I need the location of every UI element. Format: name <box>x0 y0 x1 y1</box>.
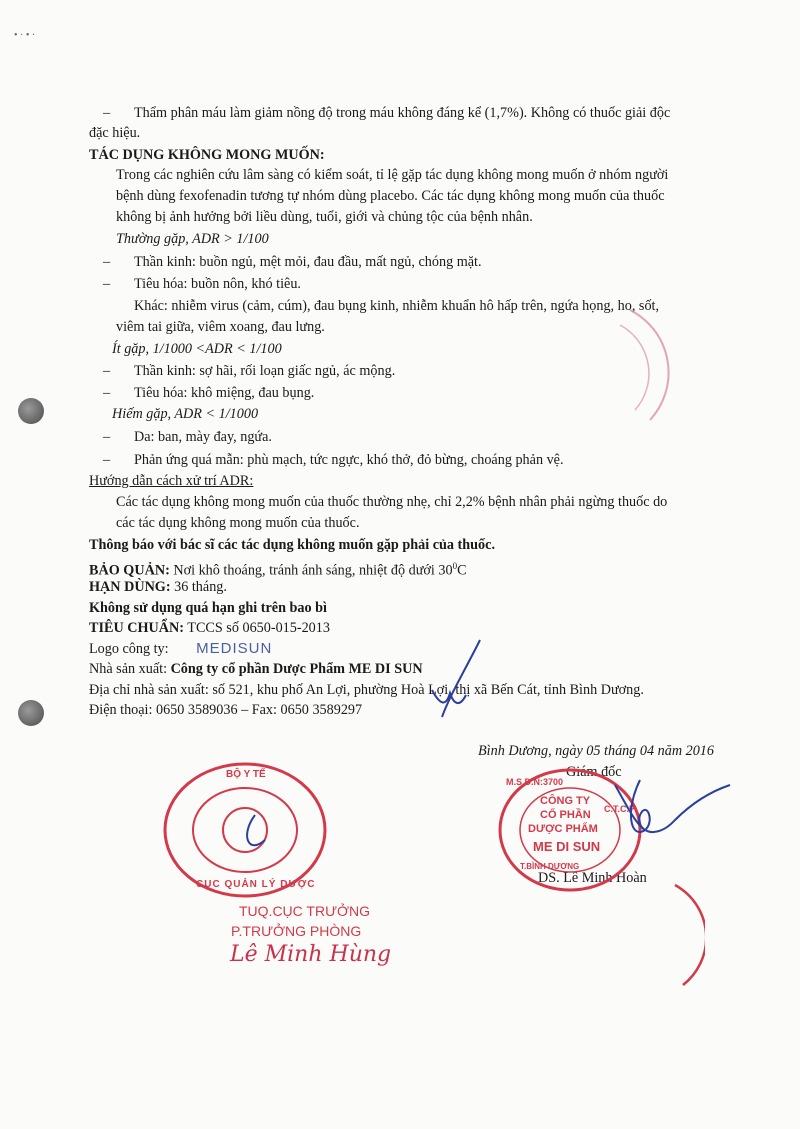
signature-mark <box>420 635 500 725</box>
subheading-uncommon: Ít gặp, 1/1000 <ADR < 1/100 <box>112 341 282 357</box>
bullet-dash: – <box>103 385 111 401</box>
maker-line <box>89 660 423 678</box>
company-stamp-ring-bottom: T.BÌNH DƯƠNG <box>520 862 580 871</box>
company-stamp-line-3: DƯỢC PHẨM <box>528 823 598 835</box>
text-line: Phản ứng quá mẫn: phù mạch, tức ngực, khó thở, đỏ bừng, choáng phản vệ. <box>134 452 564 468</box>
company-logo: MEDISUN <box>196 640 273 657</box>
standard-label: TIÊU CHUẨN: <box>89 620 184 636</box>
text-line: Thẩm phân máu làm giảm nồng độ trong máu không đáng kể (1,7%). Không có thuốc giải độc <box>134 105 671 121</box>
stamp-ring-top: BỘ Y TẾ <box>226 769 266 780</box>
bullet-dash: – <box>103 105 111 121</box>
director-signature <box>585 770 735 860</box>
director-name: DS. Lê Minh Hoàn <box>538 870 647 886</box>
logo-line <box>89 640 272 658</box>
stamp-ring-bottom: CỤC QUẢN LÝ DƯỢC <box>196 879 316 890</box>
no-use-line: Không sử dụng quá hạn ghi trên bao bì <box>89 600 327 616</box>
storage-sup: 0 <box>452 561 458 571</box>
text-line: Khác: nhiễm virus (cảm, cúm), đau bụng kinh, nhiễm khuẩn hô hấp trên, ngứa họng, ho, sốt, <box>134 298 660 314</box>
phone-line: Điện thoại: 0650 3589036 – Fax: 0650 3589297 <box>89 702 363 718</box>
partial-stamp-bottom <box>665 880 705 990</box>
maker-text: Công ty cổ phần Dược Phẩm ME DI SUN <box>170 661 423 677</box>
address-line: Địa chỉ nhà sản xuất: số 521, khu phố An Lợi, phường Hoà Lợi, thị xã Bến Cát, tỉnh Bình Dương. <box>89 682 644 698</box>
text-line: bệnh dùng fexofenadin tương tự nhóm dùng placebo. Các tác dụng không mong muốn của thuốc <box>116 188 665 204</box>
storage-unit: C <box>457 562 467 579</box>
maker-label: Nhà sản xuất: <box>89 661 168 677</box>
binder-hole-top <box>18 398 44 424</box>
text-line: các tác dụng không mong muốn của thuốc. <box>116 515 360 531</box>
company-stamp-ring: M.S.D.N:3700 <box>506 777 564 787</box>
expiry-text: 36 tháng. <box>174 579 227 595</box>
bullet-dash: – <box>103 276 111 292</box>
stamp-title-1: TUQ.CỤC TRƯỞNG <box>239 903 371 919</box>
date-line: Bình Dương, ngày 05 tháng 04 năm 2016 <box>478 743 714 759</box>
standard-text: TCCS số 0650-015-2013 <box>187 620 330 636</box>
company-stamp-line-2: CỔ PHẦN <box>540 809 591 821</box>
text-line: không bị ảnh hưởng bởi liều dùng, tuổi, giới và chủng tộc của bệnh nhân. <box>116 209 533 225</box>
director-title: Giám đốc <box>566 764 622 780</box>
notice-line: Thông báo với bác sĩ các tác dụng không muốn gặp phải của thuốc. <box>89 537 495 553</box>
subheading-rare: Hiếm gặp, ADR < 1/1000 <box>112 406 259 422</box>
text-line: Tiêu hóa: khô miệng, đau bụng. <box>134 385 315 401</box>
stamp-signature: Lê Minh Hùng <box>230 942 392 967</box>
bullet-dash: – <box>103 452 111 468</box>
storage-text: Nơi khô thoáng, tránh ánh sáng, nhiệt độ dưới 30 <box>173 562 453 579</box>
text-line: Da: ban, mày đay, ngứa. <box>134 429 272 445</box>
text-line: đặc hiệu. <box>89 125 141 141</box>
text-line: Tiêu hóa: buồn nôn, khó tiêu. <box>134 276 301 292</box>
subheading-common: Thường gặp, ADR > 1/100 <box>116 231 269 247</box>
storage-line <box>89 557 467 580</box>
logo-label: Logo công ty: <box>89 641 169 657</box>
bullet-dash: – <box>103 363 111 379</box>
text-line: Các tác dụng không mong muốn của thuốc thường nhẹ, chỉ 2,2% bệnh nhân phải ngừng thuốc do <box>116 494 668 510</box>
text-line: Thần kinh: sợ hãi, rối loạn giấc ngủ, ác mộng. <box>134 363 396 379</box>
bullet-dash: – <box>103 254 111 270</box>
section-heading-adverse-effects: TÁC DỤNG KHÔNG MONG MUỐN: <box>89 147 325 163</box>
expiry-label: HẠN DÙNG: <box>89 579 171 595</box>
partial-stamp-top <box>610 300 700 430</box>
binder-hole-bottom <box>18 700 44 726</box>
text-line: viêm tai giữa, viêm xoang, đau lưng. <box>116 319 325 335</box>
text-line: Trong các nghiên cứu lâm sàng có kiểm soát, tỉ lệ gặp tác dụng không mong muốn ở nhóm người <box>116 167 669 183</box>
scan-speck: • · • · <box>14 30 36 41</box>
company-stamp-ring-right: C.T.C.P <box>604 804 636 814</box>
storage-label: BẢO QUẢN: <box>89 562 170 579</box>
expiry-line <box>89 578 227 596</box>
text-line: Thần kinh: buồn ngủ, mệt mỏi, đau đầu, mất ngủ, chóng mặt. <box>134 254 482 270</box>
company-stamp-line-4: ME DI SUN <box>533 839 601 854</box>
stamp-title-2: P.TRƯỞNG PHÒNG <box>231 923 362 939</box>
subheading-adr-handling: Hướng dẫn cách xử trí ADR: <box>89 473 254 489</box>
bullet-dash: – <box>103 429 111 445</box>
standard-line <box>89 619 330 637</box>
company-stamp-line-1: CÔNG TY <box>540 795 591 807</box>
